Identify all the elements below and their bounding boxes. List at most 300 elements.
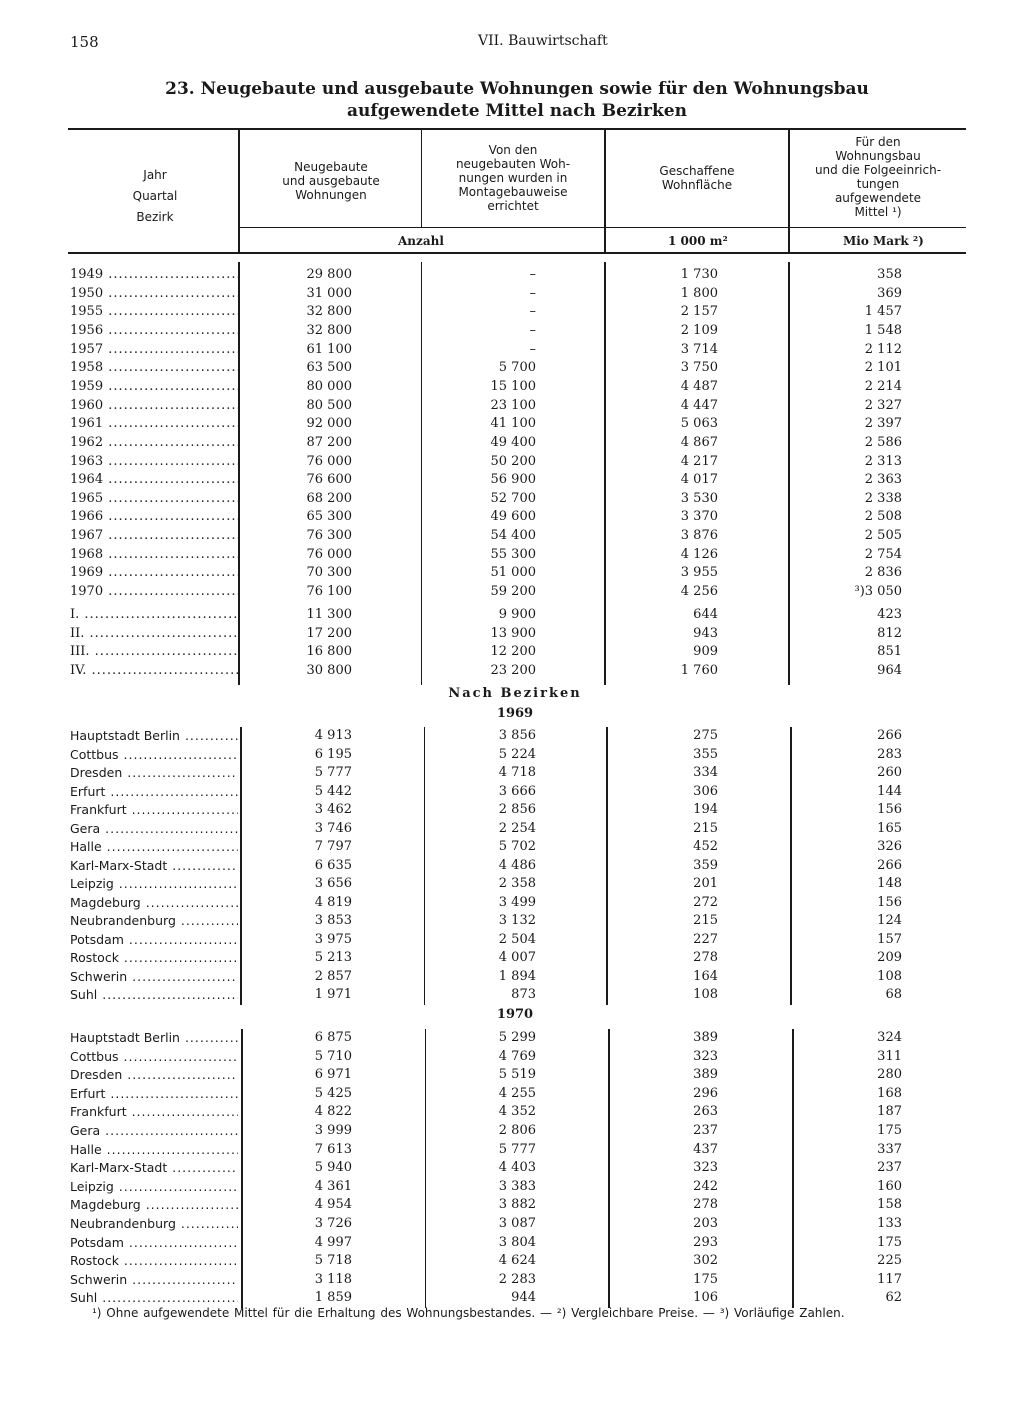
cell-prefab-apartments: – [529, 267, 536, 282]
header-divider-2 [421, 130, 422, 227]
cell-prefab-apartments: 5 299 [498, 1030, 536, 1045]
cell-prefab-apartments: 4 352 [498, 1104, 536, 1120]
cell-funds: 260 [877, 765, 902, 780]
cell-prefab-apartments: 49 600 [490, 509, 536, 525]
row-label: Cottbus ..... [70, 746, 238, 764]
header-bottom-rule [68, 252, 966, 254]
cell-living-area: 237 [693, 1123, 718, 1138]
row-label: Gera ..... [70, 820, 238, 838]
cell-funds: 280 [877, 1067, 902, 1083]
row-label: 1968 ..... [70, 546, 238, 564]
row-label: 1949 ..... [70, 266, 238, 284]
table-title-line-1: 23. Neugebaute und ausgebaute Wohnungen sowie für den Wohnungsbau [165, 79, 869, 99]
header-col-1 [242, 160, 420, 202]
table-row [68, 894, 966, 913]
cell-prefab-apartments: 3 132 [498, 913, 536, 928]
cell-prefab-apartments: 2 856 [498, 802, 536, 817]
cell-living-area: 1 730 [680, 267, 718, 282]
cell-living-area: 302 [693, 1253, 718, 1269]
row-label: 1960 ..... [70, 397, 238, 415]
cell-prefab-apartments: 41 100 [490, 416, 536, 432]
cell-living-area: 3 714 [680, 341, 718, 357]
table-row [68, 820, 966, 839]
row-label: Dresden ..... [70, 1066, 238, 1084]
cell-living-area: 4 487 [680, 378, 718, 394]
cell-prefab-apartments: 5 700 [498, 360, 536, 376]
cell-funds: 2 508 [864, 509, 902, 525]
cell-new-apartments: 80 000 [306, 378, 352, 394]
cell-funds: 168 [877, 1085, 902, 1101]
table-row [68, 727, 966, 746]
row-label: Erfurt ..... [70, 1085, 238, 1103]
cell-new-apartments: 3 975 [314, 931, 352, 947]
header-col-3-line-2: Wohnfläche [661, 178, 733, 192]
row-label: Rostock ..... [70, 1252, 238, 1270]
cell-new-apartments: 5 777 [314, 765, 352, 780]
cell-living-area: 359 [693, 857, 718, 873]
cell-funds: 160 [877, 1178, 902, 1194]
table-row [68, 764, 966, 783]
cell-living-area: 3 370 [680, 509, 718, 525]
cell-new-apartments: 3 999 [314, 1123, 352, 1138]
cell-funds: 964 [877, 662, 902, 678]
cell-prefab-apartments: 5 777 [498, 1141, 536, 1157]
cell-living-area: 4 256 [680, 584, 718, 600]
cell-funds: 2 363 [864, 472, 902, 488]
header-col-4-line-1: Für den [855, 135, 901, 149]
table-row [68, 857, 966, 876]
cell-new-apartments: 87 200 [306, 434, 352, 450]
cell-funds: 175 [877, 1234, 902, 1250]
cell-new-apartments: 76 100 [306, 584, 352, 600]
table-row [68, 1103, 966, 1122]
cell-funds: 237 [877, 1160, 902, 1176]
cell-living-area: 452 [693, 839, 718, 854]
header-stub [90, 165, 220, 228]
cell-living-area: 164 [693, 968, 718, 984]
cell-living-area: 3 750 [680, 360, 718, 376]
header-col-2-line-3: nungen wurden in [458, 171, 568, 185]
table-row [68, 453, 966, 472]
cell-living-area: 4 867 [680, 434, 718, 450]
cell-new-apartments: 76 000 [306, 453, 352, 469]
cell-prefab-apartments: 15 100 [490, 378, 536, 394]
cell-funds: 283 [877, 746, 902, 762]
cell-new-apartments: 32 800 [306, 304, 352, 320]
cell-prefab-apartments: 55 300 [490, 546, 536, 562]
footnote: ¹) Ohne aufgewendete Mittel für die Erhaltung des Wohnungsbestandes. — ²) Vergleichbare Preise. — ³) Vorläufige Zahlen. [92, 1306, 845, 1320]
header-col-2-line-4: Montagebauweise [458, 185, 568, 199]
table-row [68, 266, 966, 285]
cell-prefab-apartments: 4 718 [498, 765, 536, 780]
cell-new-apartments: 2 857 [314, 968, 352, 984]
table-row [68, 643, 966, 662]
cell-prefab-apartments: 4 255 [498, 1085, 536, 1101]
unit-row-rule [240, 227, 966, 228]
table-title [68, 78, 966, 122]
table-row [68, 1234, 966, 1253]
row-label: Karl-Marx-Stadt ..... [70, 857, 238, 875]
cell-funds: 68 [885, 987, 902, 1002]
table-row [68, 1159, 966, 1178]
cell-living-area: 106 [693, 1290, 718, 1306]
cell-living-area: 215 [693, 913, 718, 928]
cell-funds: 157 [877, 931, 902, 947]
row-label: Suhl ..... [70, 986, 238, 1004]
row-label: 1957 ..... [70, 341, 238, 359]
cell-living-area: 4 126 [680, 546, 718, 562]
cell-prefab-apartments: 5 702 [498, 839, 536, 854]
cell-funds: 326 [877, 839, 902, 854]
row-label: Cottbus ..... [70, 1048, 238, 1066]
cell-prefab-apartments: – [529, 285, 536, 301]
cell-funds: 2 214 [864, 378, 902, 394]
cell-living-area: 306 [693, 783, 718, 799]
cell-funds: 133 [877, 1216, 902, 1231]
cell-new-apartments: 5 940 [314, 1160, 352, 1176]
header-col-1-line-1: Neugebaute [294, 160, 368, 174]
row-label: III. ..... [70, 643, 238, 661]
table-row [68, 1178, 966, 1197]
cell-living-area: 263 [693, 1104, 718, 1120]
cell-prefab-apartments: 4 624 [498, 1253, 536, 1269]
header-col-1-line-2: und ausgebaute [282, 174, 380, 188]
table-row [68, 625, 966, 644]
cell-funds: 209 [877, 950, 902, 965]
cell-funds: 266 [877, 857, 902, 873]
cell-funds: 337 [877, 1141, 902, 1157]
cell-living-area: 293 [693, 1234, 718, 1250]
cell-prefab-apartments: 23 100 [490, 397, 536, 413]
row-label: II. ..... [70, 625, 238, 643]
cell-funds: 1 548 [864, 322, 902, 338]
cell-funds: 2 313 [864, 453, 902, 469]
row-label: Rostock ..... [70, 949, 238, 967]
cell-living-area: 272 [693, 894, 718, 910]
cell-funds: 266 [877, 728, 902, 743]
row-label: Halle ..... [70, 1141, 238, 1159]
cell-funds: 165 [877, 820, 902, 836]
cell-prefab-apartments: 54 400 [490, 528, 536, 544]
cell-new-apartments: 61 100 [306, 341, 352, 357]
cell-funds: 108 [877, 968, 902, 984]
header-col-4-line-5: aufgewendete [834, 191, 922, 205]
cell-funds: 158 [877, 1197, 902, 1213]
header-col-1-line-3: Wohnungen [295, 188, 367, 202]
header-col-4-line-4: tungen [856, 177, 900, 191]
cell-new-apartments: 76 300 [306, 528, 352, 544]
table-row [68, 662, 966, 681]
table-row [68, 322, 966, 341]
year-heading-1969: 1969 [496, 706, 534, 721]
header-col-4-line-2: Wohnungsbau [835, 149, 921, 163]
cell-living-area: 1 760 [680, 662, 718, 678]
cell-new-apartments: 4 819 [314, 894, 352, 910]
table-row [68, 583, 966, 602]
cell-prefab-apartments: 3 804 [498, 1234, 536, 1250]
row-label: Hauptstadt Berlin ..... [70, 727, 238, 745]
cell-new-apartments: 3 656 [314, 876, 352, 891]
cell-living-area: 215 [693, 820, 718, 836]
cell-living-area: 278 [693, 950, 718, 965]
cell-prefab-apartments: 3 856 [498, 728, 536, 743]
cell-prefab-apartments: 2 806 [498, 1123, 536, 1138]
cell-living-area: 194 [693, 802, 718, 817]
header-col-4-line-3: und die Folgeeinrich- [814, 163, 942, 177]
row-label: 1962 ..... [70, 434, 238, 452]
cell-funds: 2 101 [864, 360, 902, 376]
cell-new-apartments: 92 000 [306, 416, 352, 432]
row-label: Hauptstadt Berlin ..... [70, 1029, 238, 1047]
cell-prefab-apartments: 56 900 [490, 472, 536, 488]
table-row [68, 527, 966, 546]
cell-prefab-apartments: 59 200 [490, 584, 536, 600]
header-divider-3 [604, 130, 606, 252]
row-label: Suhl ..... [70, 1289, 238, 1307]
cell-new-apartments: 76 000 [306, 546, 352, 562]
cell-living-area: 4 447 [680, 397, 718, 413]
cell-prefab-apartments: 13 900 [490, 625, 536, 641]
table-row [68, 1085, 966, 1104]
table-row [68, 1196, 966, 1215]
cell-prefab-apartments: 52 700 [490, 490, 536, 506]
cell-living-area: 275 [693, 728, 718, 743]
cell-prefab-apartments: 9 900 [498, 607, 536, 622]
row-label: 1964 ..... [70, 471, 238, 489]
unit-area: 1 000 m² [668, 234, 728, 248]
cell-living-area: 203 [693, 1216, 718, 1231]
table-row [68, 912, 966, 931]
table-row [68, 1252, 966, 1271]
table-row [68, 285, 966, 304]
row-label: 1950 ..... [70, 285, 238, 303]
row-label: I. ..... [70, 606, 238, 624]
table-row [68, 490, 966, 509]
cell-new-apartments: 1 859 [314, 1290, 352, 1306]
row-label: Gera ..... [70, 1122, 238, 1140]
cell-prefab-apartments: 2 358 [498, 876, 536, 891]
cell-living-area: 437 [693, 1141, 718, 1157]
cell-funds: 2 338 [864, 490, 902, 506]
cell-funds: 2 836 [864, 565, 902, 581]
cell-funds: 2 397 [864, 416, 902, 432]
cell-funds: 324 [877, 1030, 902, 1045]
cell-prefab-apartments: 3 383 [498, 1178, 536, 1194]
cell-prefab-apartments: 873 [511, 987, 536, 1002]
table-row [68, 471, 966, 490]
cell-new-apartments: 29 800 [306, 267, 352, 282]
cell-new-apartments: 5 442 [314, 783, 352, 799]
header-col-4 [792, 135, 964, 219]
cell-new-apartments: 1 971 [314, 987, 352, 1002]
header-stub-line-3: Bezirk [136, 210, 174, 224]
row-label: Magdeburg ..... [70, 894, 238, 912]
cell-living-area: 323 [693, 1048, 718, 1064]
row-label: 1955 ..... [70, 303, 238, 321]
cell-new-apartments: 3 746 [314, 820, 352, 836]
header-col-4-line-6: Mittel ¹) [854, 205, 902, 219]
row-label: Schwerin ..... [70, 1271, 238, 1289]
cell-prefab-apartments: 1 894 [498, 968, 536, 984]
table-row [68, 746, 966, 765]
table-row [68, 546, 966, 565]
cell-living-area: 201 [693, 876, 718, 891]
cell-living-area: 334 [693, 765, 718, 780]
cell-living-area: 355 [693, 746, 718, 762]
cell-funds: ³)3 050 [854, 584, 902, 600]
cell-new-apartments: 7 797 [314, 839, 352, 854]
row-label: Neubrandenburg ..... [70, 912, 238, 930]
table-row [68, 1141, 966, 1160]
table-row [68, 1029, 966, 1048]
cell-new-apartments: 3 853 [314, 913, 352, 928]
cell-new-apartments: 3 118 [314, 1271, 352, 1287]
cell-new-apartments: 4 997 [314, 1234, 352, 1250]
table-row [68, 508, 966, 527]
cell-funds: 187 [877, 1104, 902, 1120]
cell-prefab-apartments: 3 499 [498, 894, 536, 910]
table-row [68, 875, 966, 894]
cell-new-apartments: 6 875 [314, 1030, 352, 1045]
row-label: 1969 ..... [70, 564, 238, 582]
cell-new-apartments: 6 635 [314, 857, 352, 873]
table-row [68, 415, 966, 434]
row-label: 1965 ..... [70, 490, 238, 508]
row-label: Karl-Marx-Stadt ..... [70, 1159, 238, 1177]
cell-new-apartments: 4 954 [314, 1197, 352, 1213]
table-row [68, 1122, 966, 1141]
cell-living-area: 3 530 [680, 490, 718, 506]
table-row [68, 801, 966, 820]
cell-new-apartments: 5 718 [314, 1253, 352, 1269]
cell-prefab-apartments: 2 283 [498, 1271, 536, 1287]
row-label: Neubrandenburg ..... [70, 1215, 238, 1233]
table-row [68, 949, 966, 968]
unit-money: Mio Mark ²) [843, 234, 924, 248]
cell-new-apartments: 70 300 [306, 565, 352, 581]
cell-funds: 225 [877, 1253, 902, 1269]
cell-prefab-apartments: 4 007 [498, 950, 536, 965]
header-top-rule [68, 128, 966, 130]
cell-funds: 2 327 [864, 397, 902, 413]
header-col-2 [424, 143, 602, 213]
table-row [68, 968, 966, 987]
cell-new-apartments: 5 425 [314, 1085, 352, 1101]
cell-new-apartments: 11 300 [306, 607, 352, 622]
cell-funds: 156 [877, 894, 902, 910]
table-row [68, 397, 966, 416]
cell-new-apartments: 16 800 [306, 644, 352, 659]
header-col-2-line-5: errichtet [487, 199, 539, 213]
cell-funds: 369 [877, 285, 902, 301]
cell-prefab-apartments: 5 519 [498, 1067, 536, 1083]
cell-funds: 156 [877, 802, 902, 817]
cell-new-apartments: 65 300 [306, 509, 352, 525]
row-label: 1970 ..... [70, 583, 238, 601]
cell-new-apartments: 4 913 [314, 728, 352, 743]
cell-living-area: 909 [693, 644, 718, 659]
table-row [68, 1215, 966, 1234]
cell-new-apartments: 63 500 [306, 360, 352, 376]
row-label: 1961 ..... [70, 415, 238, 433]
cell-new-apartments: 5 213 [314, 950, 352, 965]
cell-new-apartments: 76 600 [306, 472, 352, 488]
cell-funds: 117 [877, 1271, 902, 1287]
cell-living-area: 4 017 [680, 472, 718, 488]
cell-new-apartments: 30 800 [306, 662, 352, 678]
cell-funds: 148 [877, 876, 902, 891]
table-row [68, 606, 966, 625]
cell-prefab-apartments: 4 769 [498, 1048, 536, 1064]
cell-living-area: 227 [693, 931, 718, 947]
cell-new-apartments: 6 195 [314, 746, 352, 762]
cell-prefab-apartments: – [529, 322, 536, 338]
row-label: 1958 ..... [70, 359, 238, 377]
cell-living-area: 2 157 [680, 304, 718, 320]
cell-prefab-apartments: 3 666 [498, 783, 536, 799]
cell-living-area: 108 [693, 987, 718, 1002]
cell-funds: 2 505 [864, 528, 902, 544]
cell-prefab-apartments: 2 254 [498, 820, 536, 836]
header-stub-line-1: Jahr [143, 168, 167, 182]
cell-funds: 144 [877, 783, 902, 799]
cell-prefab-apartments: 23 200 [490, 662, 536, 678]
cell-living-area: 4 217 [680, 453, 718, 469]
cell-living-area: 644 [693, 607, 718, 622]
table-row [68, 303, 966, 322]
table-row [68, 986, 966, 1005]
cell-prefab-apartments: 51 000 [490, 565, 536, 581]
page-number: 158 [70, 33, 99, 51]
row-label: Leipzig ..... [70, 1178, 238, 1196]
cell-living-area: 3 955 [680, 565, 718, 581]
cell-funds: 423 [877, 607, 902, 622]
row-label: Dresden ..... [70, 764, 238, 782]
table-row [68, 341, 966, 360]
table-row [68, 783, 966, 802]
row-label: Halle ..... [70, 838, 238, 856]
cell-new-apartments: 4 822 [314, 1104, 352, 1120]
header-divider-4 [788, 130, 790, 252]
cell-living-area: 1 800 [680, 285, 718, 301]
cell-funds: 2 754 [864, 546, 902, 562]
row-label: Frankfurt ..... [70, 801, 238, 819]
cell-prefab-apartments: – [529, 341, 536, 357]
table-row [68, 931, 966, 950]
cell-new-apartments: 6 971 [314, 1067, 352, 1083]
year-heading-1970: 1970 [496, 1007, 534, 1022]
row-label: Leipzig ..... [70, 875, 238, 893]
row-label: Erfurt ..... [70, 783, 238, 801]
header-col-2-line-2: neugebauten Woh- [455, 157, 571, 171]
cell-funds: 851 [877, 644, 902, 659]
table-row [68, 838, 966, 857]
cell-living-area: 5 063 [680, 416, 718, 432]
cell-funds: 311 [877, 1048, 902, 1064]
row-label: Magdeburg ..... [70, 1196, 238, 1214]
row-label: Frankfurt ..... [70, 1103, 238, 1121]
cell-living-area: 323 [693, 1160, 718, 1176]
header-col-3 [608, 164, 786, 192]
cell-living-area: 389 [693, 1030, 718, 1045]
row-label: Schwerin ..... [70, 968, 238, 986]
row-label: 1966 ..... [70, 508, 238, 526]
row-label: 1963 ..... [70, 453, 238, 471]
table-row [68, 1271, 966, 1290]
cell-living-area: 296 [693, 1085, 718, 1101]
table-row [68, 359, 966, 378]
cell-living-area: 389 [693, 1067, 718, 1083]
